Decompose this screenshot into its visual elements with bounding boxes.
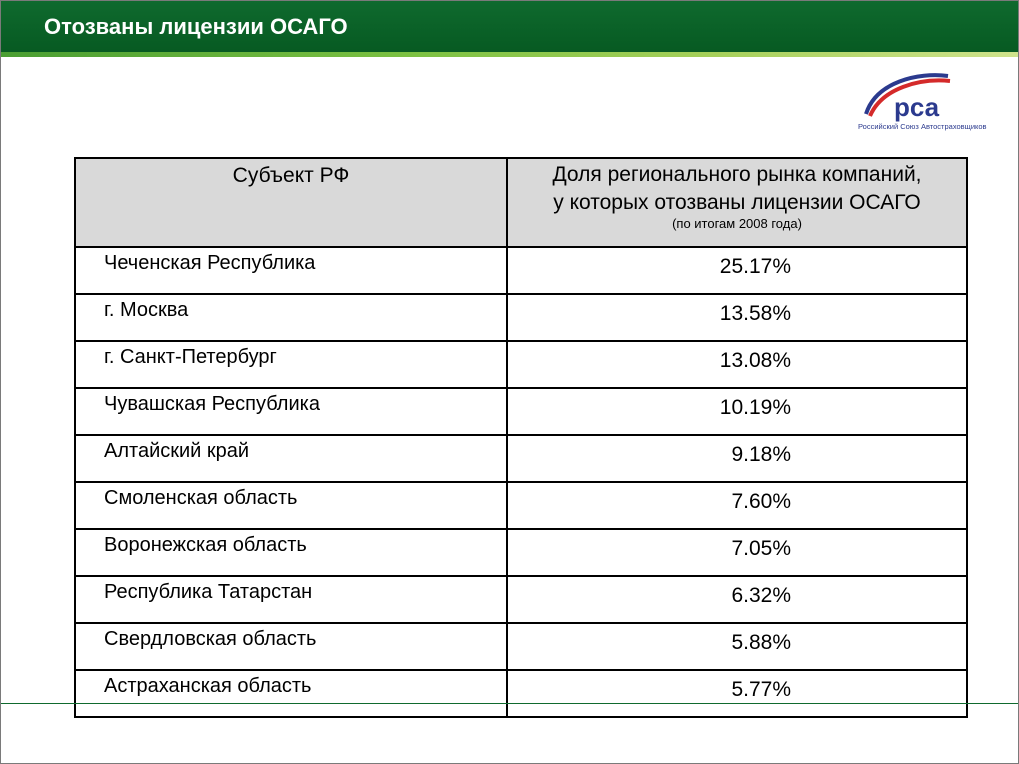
share-cell: 13.58% (507, 294, 967, 341)
table-header-row (75, 158, 967, 247)
column-header-region: Субъект РФ (75, 158, 507, 247)
share-cell: 5.88% (507, 623, 967, 670)
region-cell: Астраханская область (75, 670, 507, 717)
region-cell: Алтайский край (75, 435, 507, 482)
column-header-share (507, 158, 967, 247)
region-cell: Смоленская область (75, 482, 507, 529)
region-cell: Чувашская Республика (75, 388, 507, 435)
slide-title: Отозваны лицензии ОСАГО (44, 14, 348, 39)
table-row (75, 341, 967, 388)
share-cell: 7.60% (507, 482, 967, 529)
share-cell: 5.77% (507, 670, 967, 717)
table-row (75, 670, 967, 717)
share-cell: 6.32% (507, 576, 967, 623)
rsa-logo (858, 70, 1003, 136)
table-row (75, 294, 967, 341)
slide-header (1, 1, 1018, 52)
table-row (75, 576, 967, 623)
region-cell: Воронежская область (75, 529, 507, 576)
share-cell: 13.08% (507, 341, 967, 388)
region-cell: Республика Татарстан (75, 576, 507, 623)
share-cell: 10.19% (507, 388, 967, 435)
region-cell: г. Москва (75, 294, 507, 341)
license-revocation-table (74, 157, 968, 718)
share-cell: 25.17% (507, 247, 967, 294)
table-row (75, 247, 967, 294)
table-row (75, 529, 967, 576)
header-accent-stripe (1, 52, 1018, 57)
rsa-logo-icon (858, 70, 1003, 122)
logo-mark: рса (894, 92, 940, 122)
footer-divider (1, 703, 1018, 704)
table-row (75, 388, 967, 435)
table-row (75, 435, 967, 482)
region-cell: Свердловская область (75, 623, 507, 670)
region-cell: г. Санкт-Петербург (75, 341, 507, 388)
share-cell: 9.18% (507, 435, 967, 482)
table-row (75, 623, 967, 670)
logo-caption: Российский Союз Автостраховщиков (858, 122, 987, 131)
column-header-share-line1: Доля регионального рынка компаний, (552, 163, 922, 186)
region-cell: Чеченская Республика (75, 247, 507, 294)
column-header-share-note: (по итогам 2008 года) (672, 216, 802, 231)
table-row (75, 482, 967, 529)
share-cell: 7.05% (507, 529, 967, 576)
column-header-share-line2: у которых отозваны лицензии ОСАГО (553, 191, 921, 214)
